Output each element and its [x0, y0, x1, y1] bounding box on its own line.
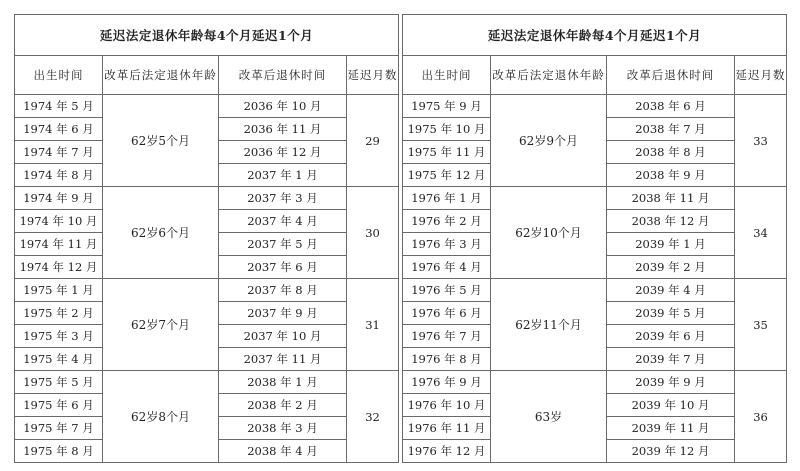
birth-date-cell: 1974 年 11 月 — [15, 233, 103, 256]
retirement-time-cell: 2037 年 6 月 — [219, 256, 347, 279]
birth-date-cell: 1975 年 2 月 — [15, 302, 103, 325]
birth-date-cell: 1975 年 9 月 — [403, 95, 491, 118]
retirement-time-cell: 2037 年 4 月 — [219, 210, 347, 233]
birth-date-cell: 1976 年 9 月 — [403, 371, 491, 394]
table-title: 延迟法定退休年龄每4个月延迟1个月 — [15, 15, 399, 56]
birth-date-cell: 1975 年 1 月 — [15, 279, 103, 302]
birth-date-cell: 1976 年 1 月 — [403, 187, 491, 210]
birth-date-cell: 1975 年 4 月 — [15, 348, 103, 371]
birth-date-cell: 1976 年 2 月 — [403, 210, 491, 233]
birth-date-cell: 1976 年 8 月 — [403, 348, 491, 371]
birth-date-cell: 1974 年 12 月 — [15, 256, 103, 279]
right-retirement-table — [402, 14, 787, 463]
retirement-time-cell: 2039 年 11 月 — [607, 417, 735, 440]
retirement-age-cell: 62岁10个月 — [491, 187, 607, 279]
retirement-time-cell: 2036 年 11 月 — [219, 118, 347, 141]
birth-date-cell: 1975 年 3 月 — [15, 325, 103, 348]
table-row — [403, 279, 787, 302]
birth-date-cell: 1975 年 10 月 — [403, 118, 491, 141]
delay-months-cell: 36 — [735, 371, 787, 463]
retirement-time-cell: 2038 年 11 月 — [607, 187, 735, 210]
birth-date-cell: 1974 年 5 月 — [15, 95, 103, 118]
retirement-time-cell: 2037 年 5 月 — [219, 233, 347, 256]
retirement-time-cell: 2038 年 6 月 — [607, 95, 735, 118]
delay-months-cell: 32 — [347, 371, 399, 463]
table-row — [403, 95, 787, 118]
retirement-time-cell: 2039 年 1 月 — [607, 233, 735, 256]
delay-months-cell: 29 — [347, 95, 399, 187]
retirement-time-cell: 2039 年 4 月 — [607, 279, 735, 302]
table-row — [15, 187, 399, 210]
birth-date-cell: 1974 年 6 月 — [15, 118, 103, 141]
header-retirement-time: 改革后退休时间 — [607, 56, 735, 95]
retirement-time-cell: 2037 年 11 月 — [219, 348, 347, 371]
header-retirement-time: 改革后退休时间 — [219, 56, 347, 95]
header-delay-months: 延迟月数 — [735, 56, 787, 95]
birth-date-cell: 1976 年 4 月 — [403, 256, 491, 279]
retirement-time-cell: 2038 年 12 月 — [607, 210, 735, 233]
header-delay-months: 延迟月数 — [347, 56, 399, 95]
retirement-time-cell: 2038 年 7 月 — [607, 118, 735, 141]
retirement-time-cell: 2037 年 1 月 — [219, 164, 347, 187]
retirement-time-cell: 2038 年 1 月 — [219, 371, 347, 394]
delay-months-cell: 35 — [735, 279, 787, 371]
retirement-time-cell: 2038 年 3 月 — [219, 417, 347, 440]
birth-date-cell: 1974 年 8 月 — [15, 164, 103, 187]
left-retirement-table — [14, 14, 399, 463]
retirement-age-cell: 63岁 — [491, 371, 607, 463]
birth-date-cell: 1976 年 7 月 — [403, 325, 491, 348]
retirement-time-cell: 2039 年 9 月 — [607, 371, 735, 394]
retirement-time-cell: 2039 年 7 月 — [607, 348, 735, 371]
retirement-delay-document — [14, 14, 786, 460]
retirement-time-cell: 2039 年 12 月 — [607, 440, 735, 463]
retirement-age-cell: 62岁11个月 — [491, 279, 607, 371]
birth-date-cell: 1975 年 8 月 — [15, 440, 103, 463]
delay-months-cell: 34 — [735, 187, 787, 279]
retirement-time-cell: 2037 年 9 月 — [219, 302, 347, 325]
birth-date-cell: 1975 年 7 月 — [15, 417, 103, 440]
retirement-time-cell: 2038 年 8 月 — [607, 141, 735, 164]
retirement-time-cell: 2037 年 8 月 — [219, 279, 347, 302]
retirement-age-cell: 62岁5个月 — [103, 95, 219, 187]
retirement-time-cell: 2036 年 12 月 — [219, 141, 347, 164]
retirement-age-cell: 62岁6个月 — [103, 187, 219, 279]
retirement-time-cell: 2038 年 2 月 — [219, 394, 347, 417]
delay-months-cell: 30 — [347, 187, 399, 279]
birth-date-cell: 1975 年 5 月 — [15, 371, 103, 394]
table-title: 延迟法定退休年龄每4个月延迟1个月 — [403, 15, 787, 56]
retirement-time-cell: 2039 年 10 月 — [607, 394, 735, 417]
delay-months-cell: 31 — [347, 279, 399, 371]
birth-date-cell: 1974 年 10 月 — [15, 210, 103, 233]
retirement-time-cell: 2037 年 10 月 — [219, 325, 347, 348]
birth-date-cell: 1975 年 11 月 — [403, 141, 491, 164]
table-row — [15, 279, 399, 302]
header-retirement-age: 改革后法定退休年龄 — [103, 56, 219, 95]
retirement-age-cell: 62岁9个月 — [491, 95, 607, 187]
retirement-time-cell: 2039 年 5 月 — [607, 302, 735, 325]
birth-date-cell: 1976 年 5 月 — [403, 279, 491, 302]
birth-date-cell: 1974 年 7 月 — [15, 141, 103, 164]
birth-date-cell: 1974 年 9 月 — [15, 187, 103, 210]
birth-date-cell: 1975 年 12 月 — [403, 164, 491, 187]
birth-date-cell: 1976 年 3 月 — [403, 233, 491, 256]
table-row — [15, 371, 399, 394]
header-retirement-age: 改革后法定退休年龄 — [491, 56, 607, 95]
table-row — [403, 371, 787, 394]
birth-date-cell: 1976 年 10 月 — [403, 394, 491, 417]
retirement-time-cell: 2036 年 10 月 — [219, 95, 347, 118]
retirement-time-cell: 2037 年 3 月 — [219, 187, 347, 210]
header-birth-date: 出生时间 — [15, 56, 103, 95]
retirement-time-cell: 2039 年 2 月 — [607, 256, 735, 279]
birth-date-cell: 1976 年 12 月 — [403, 440, 491, 463]
table-row — [15, 95, 399, 118]
table-row — [403, 187, 787, 210]
birth-date-cell: 1975 年 6 月 — [15, 394, 103, 417]
delay-months-cell: 33 — [735, 95, 787, 187]
retirement-time-cell: 2038 年 9 月 — [607, 164, 735, 187]
retirement-age-cell: 62岁8个月 — [103, 371, 219, 463]
birth-date-cell: 1976 年 11 月 — [403, 417, 491, 440]
retirement-time-cell: 2039 年 6 月 — [607, 325, 735, 348]
header-birth-date: 出生时间 — [403, 56, 491, 95]
retirement-time-cell: 2038 年 4 月 — [219, 440, 347, 463]
birth-date-cell: 1976 年 6 月 — [403, 302, 491, 325]
retirement-age-cell: 62岁7个月 — [103, 279, 219, 371]
